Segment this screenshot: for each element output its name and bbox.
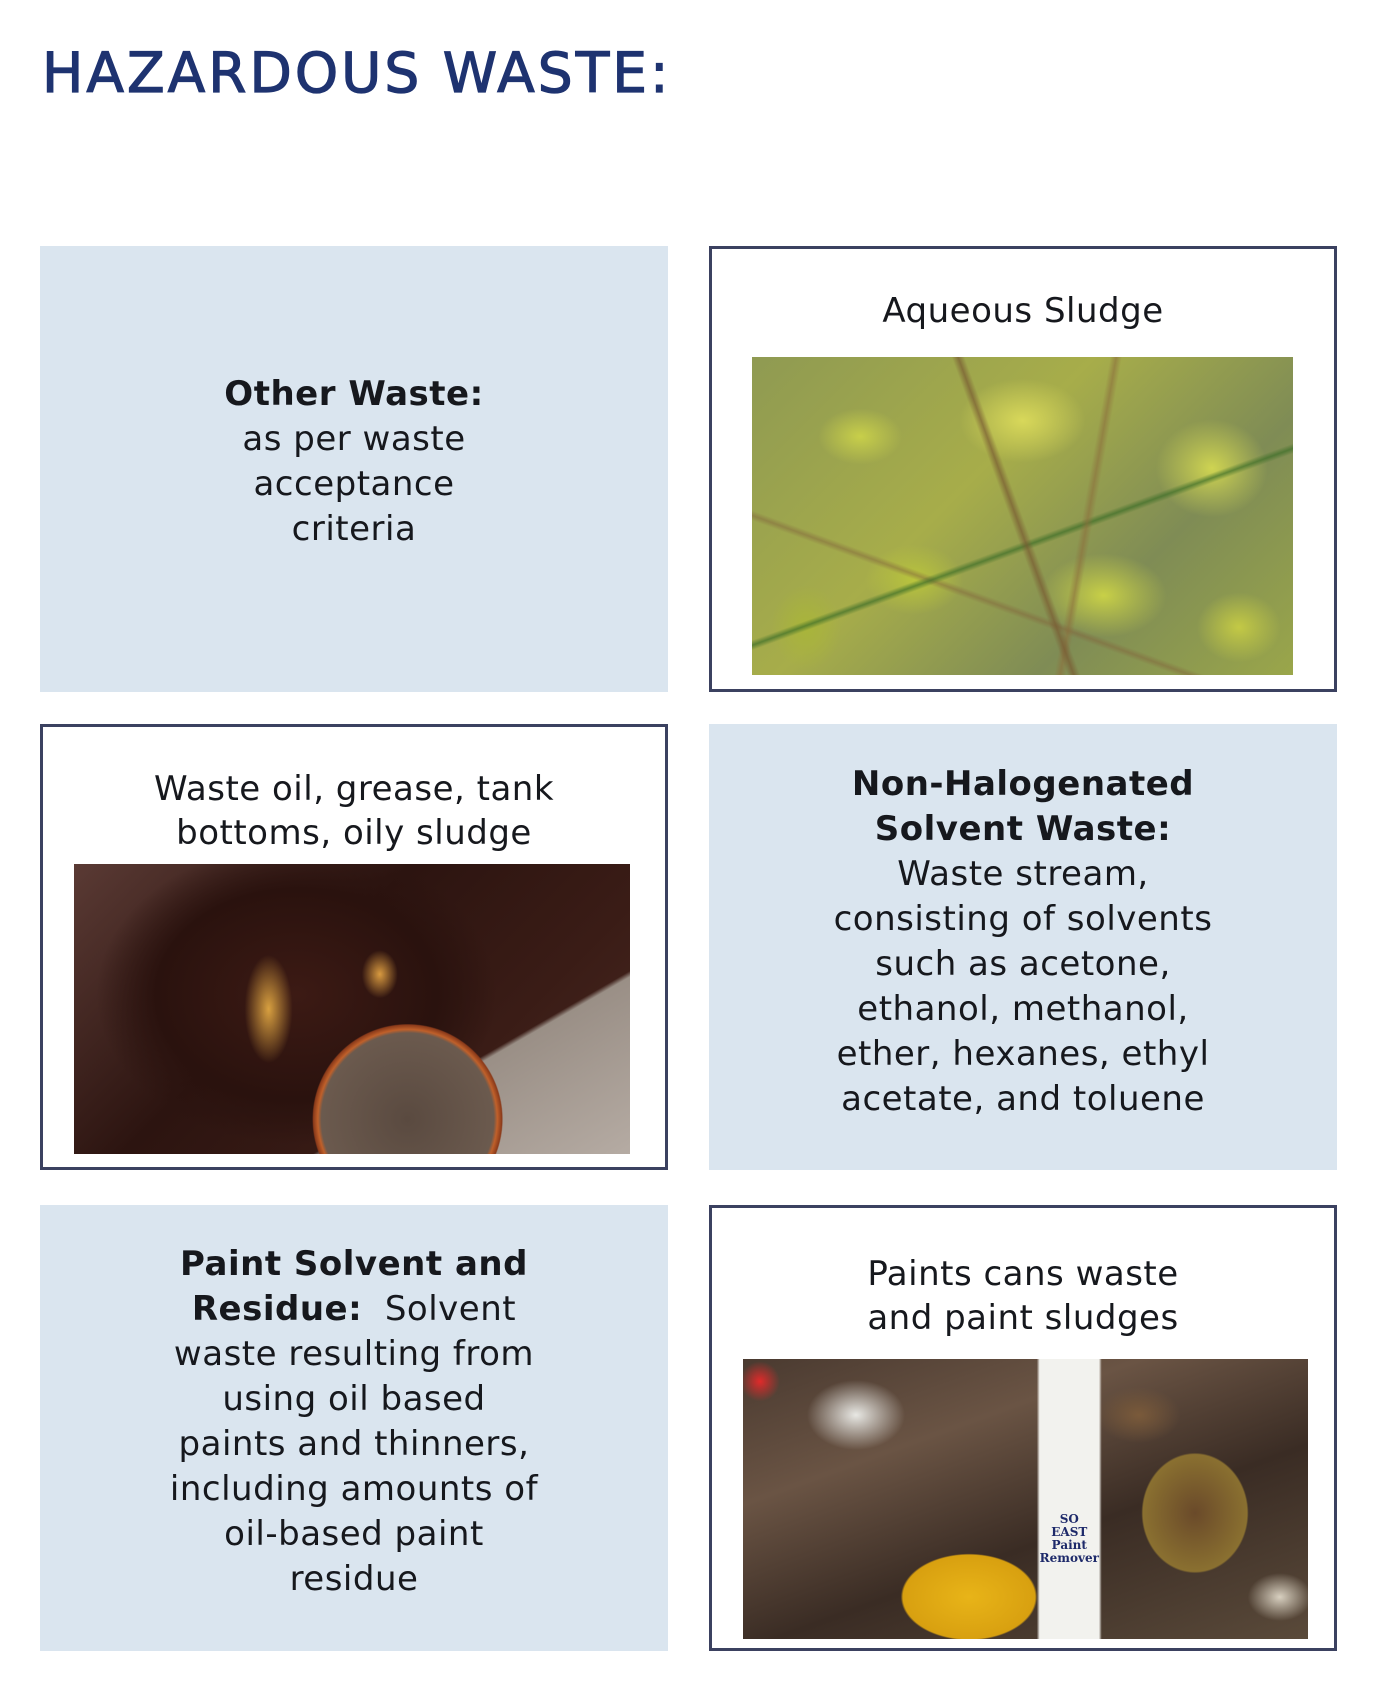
card-line: including amounts of	[169, 1469, 539, 1509]
card-heading: Other Waste:	[224, 374, 484, 414]
card-title-line: Paints cans waste	[867, 1254, 1179, 1294]
card-heading: Paint Solvent and	[180, 1244, 528, 1284]
card-line: Waste stream,	[897, 854, 1149, 894]
card-line: such as acetone,	[875, 944, 1171, 984]
card-line: acceptance	[253, 464, 455, 504]
card-paint-solvent	[40, 1205, 668, 1651]
waste-oil-image	[74, 864, 630, 1154]
aqueous-sludge-image	[752, 357, 1293, 675]
card-line: waste resulting from	[173, 1334, 535, 1374]
card-title-line: bottoms, oily sludge	[176, 813, 532, 853]
card-waste-oil	[40, 724, 668, 1170]
card-other-waste-text	[224, 372, 483, 552]
card-line: residue	[289, 1559, 419, 1599]
paint-cans-image	[743, 1359, 1308, 1639]
card-line: ethanol, methanol,	[857, 989, 1189, 1029]
page-title: HAZARDOUS WASTE:	[42, 41, 672, 105]
card-line: ether, hexanes, ethyl	[836, 1034, 1210, 1074]
card-line: as per waste	[242, 419, 466, 459]
card-title	[712, 1252, 1334, 1340]
card-heading: Solvent Waste:	[874, 809, 1172, 849]
card-paint-cans	[709, 1205, 1337, 1651]
card-title-line: Waste oil, grease, tank	[153, 769, 555, 809]
card-other-waste	[40, 246, 668, 692]
card-heading: Residue:	[191, 1289, 363, 1329]
card-line: consisting of solvents	[833, 899, 1213, 939]
card-title	[712, 289, 1334, 333]
card-aqueous-sludge	[709, 246, 1337, 692]
card-line: using oil based	[222, 1379, 486, 1419]
card-title	[43, 767, 665, 855]
paint-remover-can-label: SO EAST Paint Remover	[1039, 1512, 1099, 1565]
card-line: Solvent	[384, 1289, 517, 1329]
card-title-line: Aqueous Sludge	[882, 291, 1164, 331]
card-heading: Non-Halogenated	[851, 764, 1195, 804]
card-line: criteria	[291, 509, 417, 549]
card-non-halogenated-solvent	[709, 724, 1337, 1170]
card-title-line: and paint sludges	[867, 1298, 1179, 1338]
card-line: oil-based paint	[224, 1514, 484, 1554]
card-paint-solvent-text	[170, 1242, 538, 1602]
card-non-halogenated-text	[834, 762, 1213, 1122]
card-line: paints and thinners,	[178, 1424, 530, 1464]
card-line: acetate, and toluene	[841, 1079, 1205, 1119]
